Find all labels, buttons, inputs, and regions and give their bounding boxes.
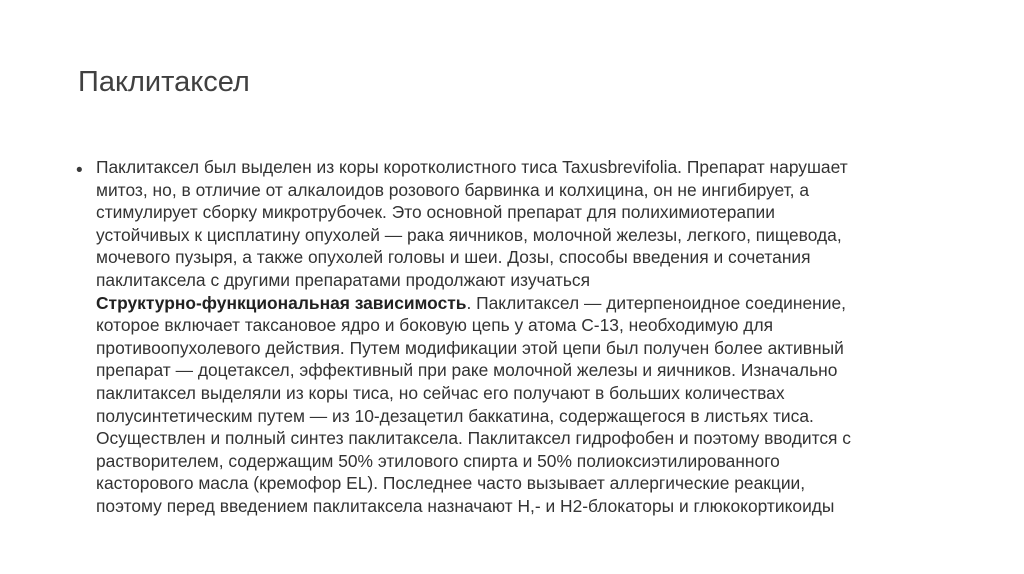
text-line: мочевого пузыря, а также опухолей головы и шеи. Дозы, способы введения и сочетания bbox=[96, 247, 811, 268]
text-line: Осуществлен и полный синтез паклитаксела. Паклитаксел гидрофобен и поэтому вводится с bbox=[96, 428, 851, 449]
text-line: противоопухолевого действия. Путем модификации этой цепи был получен более активный bbox=[96, 337, 844, 358]
text-line: паклитаксел выделяли из коры тиса, но сейчас его получают в больших количествах bbox=[96, 382, 785, 403]
text-line: касторового масла (кремофор EL). Последнее часто вызывает аллергические реакции, bbox=[96, 473, 806, 494]
bold-heading: Структурно-функциональная зависимость bbox=[96, 292, 467, 313]
slide-body-text bbox=[96, 156, 956, 518]
text-line: полусинтетическим путем — из 10-дезацетил баккатина, содержащегося в листьях тиса. bbox=[96, 405, 814, 426]
text-line: стимулирует сборку микротрубочек. Это основной препарат для полихимиотерапии bbox=[96, 202, 775, 223]
heading-continuation: . Паклитаксел — дитерпеноидное соединение, bbox=[466, 292, 846, 313]
text-line: растворителем, содержащим 50% этилового спирта и 50% полиоксиэтилированного bbox=[96, 450, 780, 471]
text-line: поэтому перед введением паклитаксела назначают H,- и H2-блокаторы и глюкокортикоиды bbox=[96, 495, 835, 516]
text-line: устойчивых к цисплатину опухолей — рака яичников, молочной железы, легкого, пищевода, bbox=[96, 224, 842, 245]
text-line: которое включает таксановое ядро и боковую цепь у атома С-13, необходимую для bbox=[96, 315, 774, 336]
slide-title: Паклитаксел bbox=[78, 66, 250, 98]
text-line: препарат — доцетаксел, эффективный при раке молочной железы и яичников. Изначально bbox=[96, 360, 838, 381]
text-line: паклитаксела с другими препаратами продолжают изучаться bbox=[96, 269, 591, 290]
text-line: Паклитаксел был выделен из коры коротколистного тиса Taxusbrevifolia. Препарат нарушает bbox=[96, 157, 848, 177]
text-line: митоз, но, в отличие от алкалоидов розового барвинка и колхицина, он не ингибирует, а bbox=[96, 179, 810, 200]
text-line-with-heading bbox=[96, 292, 956, 315]
bullet-marker: • bbox=[76, 160, 83, 181]
